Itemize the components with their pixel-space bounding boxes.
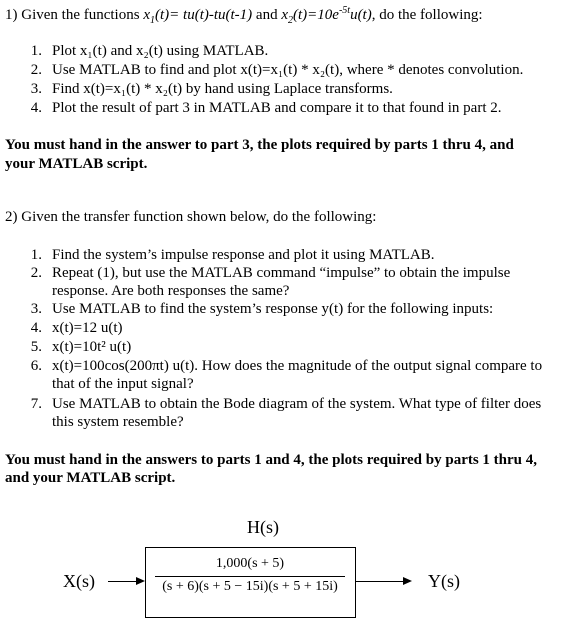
- numerator: 1,000(s + 5): [215, 556, 285, 571]
- denominator: (s + 6)(s + 5 − 15i)(s + 5 + 15i): [162, 579, 338, 594]
- problem2-intro: 2) Given the transfer function shown below, do the following:: [5, 209, 377, 225]
- problem1-note-line2: your MATLAB script.: [5, 156, 148, 172]
- input-label: X(s): [63, 571, 95, 591]
- problem1-intro: 1) Given the functions $x_1(t)= tu(t)-tu(t-1)$ and $x_2(t)=10e^{-5t}u(t)$, do the following:: [5, 5, 483, 26]
- fraction-bar: [155, 576, 345, 577]
- problem2-note-line1: You must hand in the answers to parts 1 and 4, the plots required by parts 1 thru 4,: [5, 452, 538, 468]
- input-arrow-line: [108, 581, 136, 582]
- transfer-function-title: H(s): [247, 517, 279, 537]
- output-arrow-line: [355, 581, 403, 582]
- input-arrow-icon: [136, 577, 145, 585]
- problem2-note-line2: and your MATLAB script.: [5, 470, 176, 486]
- output-arrow-icon: [403, 577, 412, 585]
- problem1-note-line1: You must hand in the answer to part 3, the plots required by parts 1 thru 4, and: [5, 137, 514, 153]
- output-label: Y(s): [428, 571, 460, 591]
